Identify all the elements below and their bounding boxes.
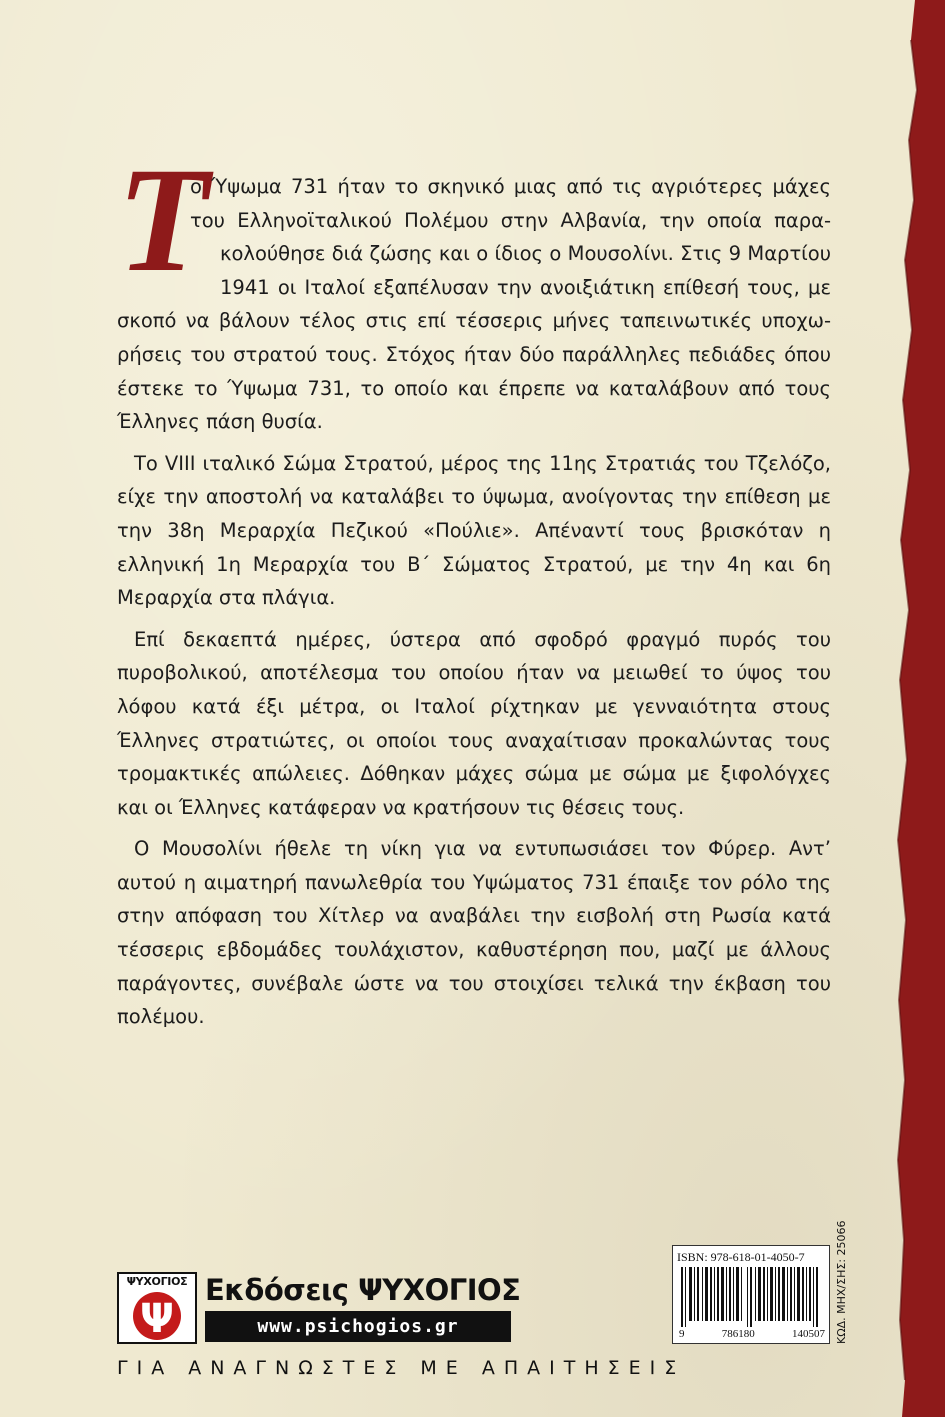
drop-cap: Τ: [117, 137, 209, 303]
paragraph-1-line-3: κολούθησε διά ζώσης και ο ίδιος ο Μουσολίνι. Στις 9 Μαρτίου: [220, 242, 831, 266]
publisher-block: [117, 1272, 521, 1344]
paragraph-1-line-2: του Ελληνοϊταλικού Πολέμου στην Αλβανία, την οποία παρα-: [190, 208, 831, 232]
psi-symbol: Ψ: [140, 1296, 174, 1342]
publisher-name: Εκδόσεις ΨΥΧΟΓΙΟΣ: [205, 1273, 521, 1307]
psi-icon: [119, 1288, 195, 1342]
barcode-icon: [681, 1267, 823, 1327]
body-text: [117, 170, 831, 1042]
paragraph-1-line-6: ρήσεις του στρατού τους. Στόχος ήταν δύο παράλληλες πεδιάδες όπου: [117, 342, 831, 366]
paragraph-1: [117, 170, 831, 439]
paragraph-3: Επί δεκαεπτά ημέρες, ύστερα από σφοδρό φραγμό πυρός του πυροβολικού, αποτέλεσμα του οποίου ήταν να μειωθεί το ύψος του λόφου κατά έξι μέτρα, οι Ιταλοί ρίχτηκαν με γενναιότητα στους Έλληνες στρατιώτες, οι οποίοι τους αναχαίτισαν προκαλώντας τους τρομακτικές απώλειες. Δόθηκαν μάχες σώμα με σώμα με ξιφολόγχες και οι Έλληνες κατάφεραν να κρατήσουν τις θέσεις τους.: [117, 627, 831, 819]
paragraph-1-line-4: 1941 οι Ιταλοί εξαπέλυσαν την ανοιξιάτικη επίθεσή τους, με: [220, 275, 831, 299]
paragraph-1-line-1: ο Ύψωμα 731 ήταν το σκηνικό μιας από τις αγριότερες μάχες: [190, 175, 831, 198]
barcode-digits-left: 786180: [721, 1328, 755, 1340]
barcode-digit-first: 9: [679, 1328, 685, 1340]
product-code: ΚΩΔ. ΜΗΧ/ΣΗΣ: 25066: [835, 1220, 848, 1344]
publisher-tagline: ΓΙΑ ΑΝΑΓΝΩΣΤΕΣ ΜΕ ΑΠΑΙΤΗΣΕΙΣ: [117, 1357, 686, 1379]
paragraph-1-line-7: έστεκε το Ύψωμα 731, το οποίο και έπρεπε να καταλάβουν από τους: [117, 376, 831, 400]
isbn-text: ISBN: 978-618-01-4050-7: [677, 1250, 805, 1264]
isbn-barcode: [672, 1245, 830, 1344]
paragraph-4: Ο Μουσολίνι ήθελε τη νίκη για να εντυπωσιάσει τον Φύρερ. Αντ’ αυτού η αιματηρή πανωλεθρία του Υψώματος 731 έπαιξε τον ρόλο της στην απόφαση του Χίτλερ να αναβάλει την εισβολή στη Ρωσία κατά τέσσερις εβδομάδες τουλάχιστον, καθυστέρηση που, μαζί με άλλους παράγοντες, συνέβαλε ώστε να του στοιχίσει τελικά την έκβαση του πολέμου.: [117, 837, 831, 1029]
publisher-logo: [117, 1272, 197, 1344]
paragraph-2: Το VIII ιταλικό Σώμα Στρατού, μέρος της 11ης Στρατιάς του Τζελόζο, είχε την αποστολή να καταλάβει το ύψωμα, ανοίγοντας την επίθεση με την 38η Μεραρχία Πεζικού «Πούλιε». Απέναντί τους βρισκόταν η ελληνική 1η Μεραρχία του Β΄ Σώματος Στρατού, με την 4η και 6η Μεραρχία στα πλάγια.: [117, 451, 831, 610]
torn-red-edge: [865, 0, 945, 1417]
barcode-digits-right: 140507: [792, 1328, 825, 1340]
paragraph-1-line-5: σκοπό να βάλουν τέλος στις επί τέσσερις μήνες ταπεινωτικές υποχω-: [117, 309, 831, 333]
publisher-url[interactable]: www.psichogios.gr: [205, 1311, 511, 1342]
publisher-logo-text: ΨΥΧΟΓΙΟΣ: [126, 1275, 188, 1288]
barcode-digits: [679, 1328, 825, 1340]
paragraph-1-line-8: Έλληνες πάση θυσία.: [117, 410, 323, 434]
